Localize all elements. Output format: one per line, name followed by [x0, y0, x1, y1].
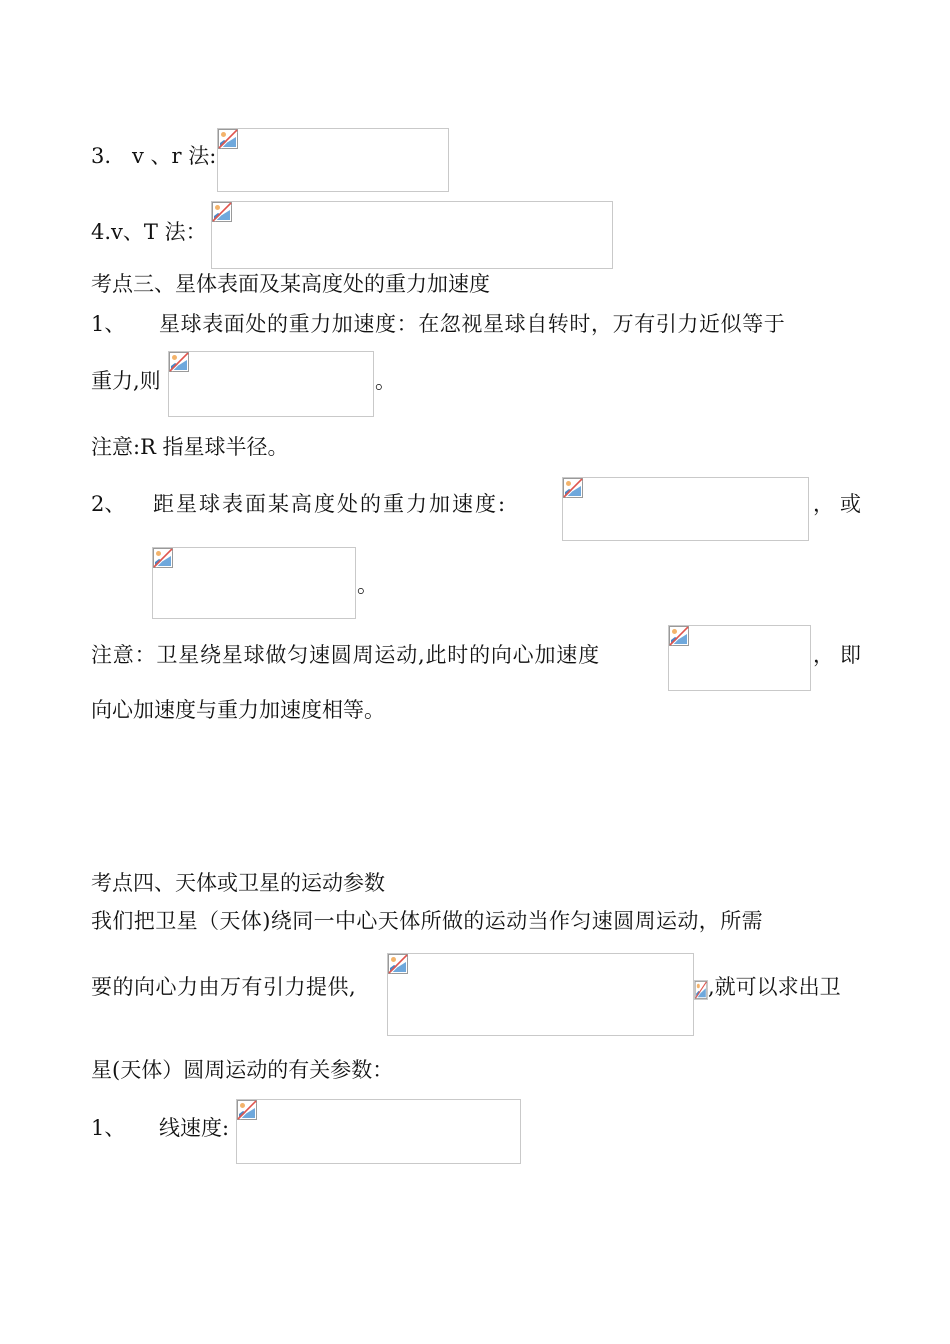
- section-heading: 考点三、星体表面及某高度处的重力加速度: [91, 272, 490, 296]
- broken-image-icon: [237, 1100, 257, 1120]
- paragraph-text: 要的向心力由万有引力提供,: [91, 975, 357, 999]
- broken-image-icon: [563, 478, 583, 498]
- formula-image: [152, 547, 356, 619]
- broken-image-icon: [694, 980, 708, 1000]
- note-text: 注意：卫星绕星球做匀速圆周运动,此时的向心加速度: [91, 643, 600, 667]
- note-text: 向心加速度与重力加速度相等。: [91, 698, 385, 722]
- paragraph-text: 星(天体）圆周运动的有关参数：: [91, 1058, 394, 1082]
- broken-image-icon: [218, 129, 238, 149]
- broken-image-icon: [388, 954, 408, 974]
- formula-image: [562, 477, 809, 541]
- paragraph-text: 线速度:: [159, 1116, 230, 1140]
- punctuation: ，或: [813, 492, 867, 516]
- formula-image: [236, 1099, 521, 1164]
- formula-image: [211, 201, 613, 269]
- paragraph-text: 重力,则: [91, 369, 161, 393]
- section-heading: 考点四、天体或卫星的运动参数: [91, 871, 385, 895]
- note-text: 注意:R 指星球半径。: [91, 435, 289, 459]
- item-number: 1、: [91, 312, 126, 336]
- punctuation: 。: [375, 369, 396, 393]
- broken-image-icon: [669, 626, 689, 646]
- broken-image-icon: [212, 202, 232, 222]
- broken-image-icon: [169, 352, 189, 372]
- paragraph-text: 我们把卫星（天体)绕同一中心天体所做的运动当作匀速圆周运动，所需: [91, 909, 763, 933]
- item-number: 3.: [91, 144, 112, 168]
- item-number: 1、: [91, 1116, 126, 1140]
- method-label: 4.v、T 法：: [91, 220, 207, 244]
- paragraph-text: 星球表面处的重力加速度：在忽视星球自转时，万有引力近似等于: [159, 312, 786, 336]
- item-number: 2、: [91, 492, 126, 516]
- paragraph-text: 距星球表面某高度处的重力加速度:: [153, 492, 508, 516]
- punctuation: ，即: [813, 643, 867, 667]
- punctuation: 。: [357, 573, 378, 597]
- broken-image-icon: [153, 548, 173, 568]
- formula-image: [668, 625, 811, 691]
- formula-image: [217, 128, 449, 192]
- formula-image: [168, 351, 374, 417]
- formula-image: [387, 953, 694, 1036]
- method-label: v 、r 法:: [132, 144, 217, 168]
- paragraph-text: ,就可以求出卫: [708, 975, 841, 999]
